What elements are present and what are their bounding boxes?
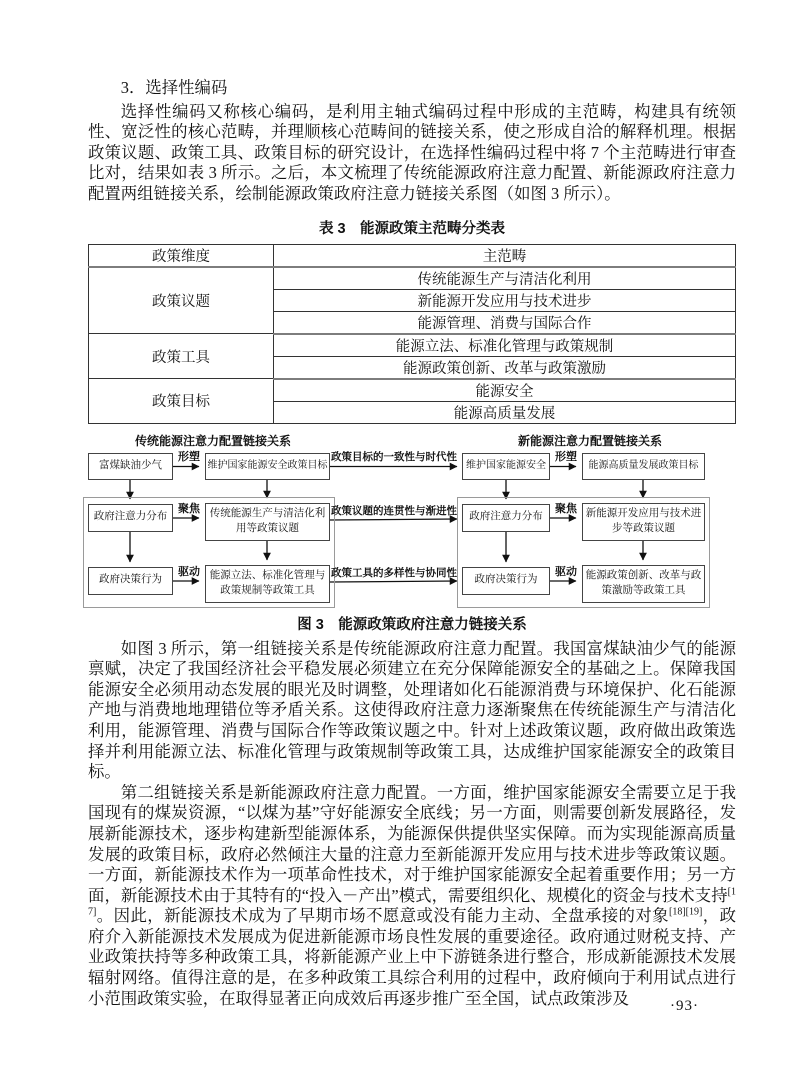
bridge-label-goals: 政策目标的一致性与时代性 xyxy=(331,450,457,463)
diagram-box-right-decision: 政府决策行为 xyxy=(462,567,550,595)
cell-category: 能源立法、标准化管理与政策规制 xyxy=(274,334,736,357)
cell-category: 能源高质量发展 xyxy=(274,401,736,423)
edge-label-focus-right: 聚焦 xyxy=(555,502,577,515)
cell-dimension-tools: 政策工具 xyxy=(89,334,274,379)
diagram-left-title: 传统能源注意力配置链接关系 xyxy=(134,433,291,448)
paragraph-2: 如图 3 所示，第一组链接关系是传统能源政府注意力配置。我国富煤缺油少气的能源禀赋，决定了我国经济社会平稳发展必须建立在充分保障能源安全的基础之上。保障我国能源安全必须用动态发展的眼光及时调整，处理诸如化石能源消费与环境保护、化石能源产地与消费地地理错位等矛盾关系。这使得政府注意力逐渐聚焦在传统能源生产与清洁化利用，能源管理、消费与国际合作等政策议题之中。针对上述政策议题，政府做出政策选择并利用能源立法、标准化管理与政策规制等政策工具，达成维护国家能源安全的政策目标。 xyxy=(88,638,736,782)
paragraph-3-text: ，政府介入新能源技术发展成为促进新能源市场良性发展的重要途径。政府通过财税支持、产业政策扶持等多种政策工具，将新能源产业上中下游链条进行整合，形成新能源技术发展辐射网络。值得注意的是，在多种政策工具综合利用的过程中，政府倾向于利用试点进行小范围政策实验，在取得显著正向成效后再逐步推广至全国，试点政策涉及 xyxy=(88,906,737,1008)
diagram-box-left-goal: 维护国家能源安全政策目标 xyxy=(205,453,330,480)
figure-caption: 图 3 能源政策政府注意力链接关系 xyxy=(297,616,527,633)
citation-17: [17] xyxy=(88,886,736,918)
diagram-box-right-tools: 能源政策创新、改革与政策激励等政策工具 xyxy=(582,565,705,603)
attention-linkage-diagram xyxy=(88,429,736,612)
table-title: 表 3 能源政策主范畴分类表 xyxy=(318,220,506,237)
cell-category: 能源管理、消费与国际合作 xyxy=(274,311,736,334)
table-row xyxy=(89,267,736,290)
edge-label-drive-right: 驱动 xyxy=(555,565,577,578)
cell-category: 能源政策创新、改革与政策激励 xyxy=(274,356,736,379)
diagram-right-title: 新能源注意力配置链接关系 xyxy=(517,433,662,448)
diagram-box-right-attention: 政府注意力分布 xyxy=(462,504,550,532)
bridge-label-tools: 政策工具的多样性与协同性 xyxy=(331,566,457,579)
diagram-box-right-issues: 新能源开发应用与技术进步等政策议题 xyxy=(582,503,705,541)
citation-18-19: [18][19] xyxy=(669,906,703,918)
table-header-row xyxy=(89,244,736,267)
diagram-box-left-tools: 能源立法、标准化管理与政策规制等政策工具 xyxy=(205,565,330,603)
cell-category: 新能源开发应用与技术进步 xyxy=(274,289,736,311)
paragraph-3 xyxy=(88,783,736,1010)
edge-label-shape-right: 形塑 xyxy=(555,450,577,463)
edge-label-drive-left: 驱动 xyxy=(178,565,200,578)
paragraph-1: 选择性编码又称核心编码，是利用主轴式编码过程中形成的主范畴，构建具有统领性、宽泛性的核心范畴，并理顺核心范畴间的链接关系，使之形成自洽的解释机理。根据政策议题、政策工具、政策目标的研究设计，在选择性编码过程中将 7 个主范畴进行审查比对，结果如表 3 所示。之后，本文梳理了传统能源政府注意力配置、新能源政府注意力配置两组链接关系，绘制能源政策政府注意力链接关系图（如图 3 所示）。 xyxy=(88,101,736,203)
bridge-label-issues: 政策议题的连贯性与渐进性 xyxy=(331,504,457,517)
page-content xyxy=(88,78,736,1009)
page-number: ·93· xyxy=(670,998,699,1014)
cell-dimension-issues: 政策议题 xyxy=(89,267,274,334)
table-row xyxy=(89,379,736,402)
policy-category-table xyxy=(88,244,736,424)
paragraph-3-text: 。因此，新能源技术成为了早期市场不愿意或没有能力主动、全盘承接的对象 xyxy=(96,906,670,926)
diagram-box-endowment: 富煤缺油少气 xyxy=(88,453,173,480)
edge-label-focus-left: 聚焦 xyxy=(178,502,200,515)
col-header-dimension: 政策维度 xyxy=(89,244,274,267)
diagram-box-left-issues: 传统能源生产与清洁化利用等政策议题 xyxy=(205,503,330,541)
diagram-box-right-goal: 能源高质量发展政策目标 xyxy=(582,453,705,480)
diagram-box-left-decision: 政府决策行为 xyxy=(88,567,173,595)
cell-dimension-goals: 政策目标 xyxy=(89,379,274,424)
diagram-box-left-attention: 政府注意力分布 xyxy=(88,504,173,532)
edge-label-shape-left: 形塑 xyxy=(178,450,200,463)
cell-category: 能源安全 xyxy=(274,379,736,402)
section-heading: 3．选择性编码 xyxy=(120,78,228,97)
paragraph-3-text: 第二组链接关系是新能源政府注意力配置。一方面，维护国家能源安全需要立足于我国现有的煤炭资源，“以煤为基”守好能源安全底线；另一方面，则需要创新发展路径，发展新能源技术，逐步构建新型能源体系，为能源保供提供坚实保障。而为实现能源高质量发展的政策目标，政府必然倾注大量的注意力至新能源开发应用与技术进步等政策议题。一方面，新能源技术作为一项革命性技术，对于维护国家能源安全起着重要作用；另一方面，新能源技术由于其特有的“投入－产出”模式，需要组织化、规模化的资金与技术支持 xyxy=(88,782,736,905)
cell-category: 传统能源生产与清洁化利用 xyxy=(274,267,736,290)
table-row xyxy=(89,334,736,357)
diagram-box-right-security: 维护国家能源安全 xyxy=(462,453,550,480)
col-header-category: 主范畴 xyxy=(274,244,736,267)
